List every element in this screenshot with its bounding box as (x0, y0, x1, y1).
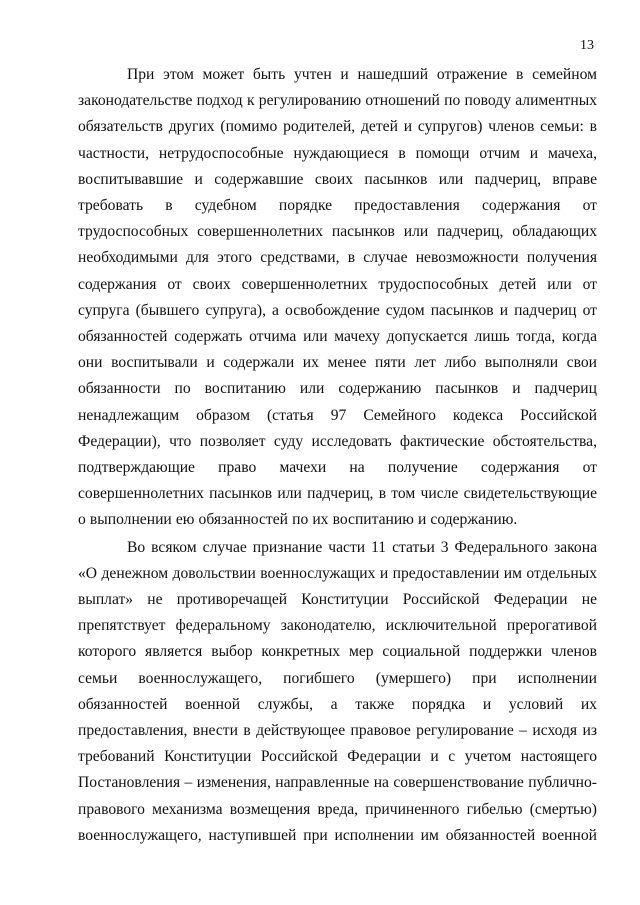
paragraph-legislator-prerogative: Во всяком случае признание части 11 статьи 3 Федерального закона «О денежном довольствии военнослужащих и предоставлении им отдельных выплат» не противоречащей Конституции Российской Федерации не препятствует федеральному законодателю, исключительной прерогативой которого является выбор конкретных мер социальной поддержки членов семьи военнослужащего, погибшего (умершего) при исполнении обязанностей военной службы, а также порядка и условий их предоставления, внести в действующее правовое регулирование – исходя из требований Конституции Российской Федерации и с учетом настоящего Постановления – изменения, направленные на совершенствование публично-правового механизма возмещения вреда, причиненного гибелью (смертью) военнослужащего, наступившей при исполнении им обязанностей военной (78, 538, 597, 844)
page-number: 13 (580, 38, 594, 53)
body-text (78, 62, 597, 849)
paragraph-alimony-obligations: При этом может быть учтен и нашедший отражение в семейном законодательстве подход к регулированию отношений по поводу алиментных обязательств других (помимо родителей, детей и супругов) членов семьи: в частности, нетрудоспособные нуждающиеся в помощи отчим и мачеха, воспитывавшие и содержавшие своих пасынков или падчериц, вправе требовать в судебном порядке предоставления содержания от трудоспособных совершеннолетних пасынков или падчериц, обладающих необходимыми для этого средствами, в случае невозможности получения содержания от своих совершеннолетних трудоспособных детей или от супруга (бывшего супруга), а освобождение судом пасынков и падчериц от обязанностей содержать отчима или мачеху допускается лишь тогда, когда они воспитывали и содержали их менее пяти лет либо выполняли свои обязанности по воспитанию или содержанию пасынков и падчериц ненадлежащим образом (статья 97 Семейного кодекса Российской Федерации), что позволяет суду исследовать фактические обстоятельства, подтверждающие право мачехи на получение содержания от совершеннолетних пасынков или падчериц, в том числе свидетельствующие о выполнении ею обязанностей по их воспитанию и содержанию. (78, 66, 597, 529)
